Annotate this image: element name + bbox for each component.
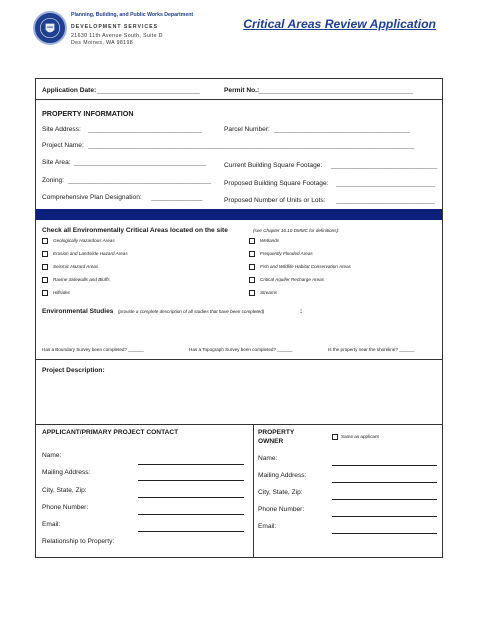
- permit-number-label: Permit No.:: [224, 87, 260, 94]
- services-name: DEVELOPMENT SERVICES: [71, 24, 159, 30]
- proposed-sqft-label: Proposed Building Square Footage:: [224, 180, 329, 187]
- applicant-email-label: Email:: [42, 521, 61, 528]
- checkbox-icon[interactable]: [249, 238, 255, 244]
- property-info-heading: PROPERTY INFORMATION: [42, 109, 134, 118]
- proposed-units-label: Proposed Number of Units or Lots:: [224, 197, 326, 204]
- applicant-mailing-field[interactable]: [138, 480, 244, 481]
- permit-number-field[interactable]: __________________________________________: [259, 87, 414, 94]
- owner-phone-label: Phone Number:: [258, 506, 305, 513]
- environmental-studies-heading: Environmental Studies: [42, 308, 114, 315]
- applicant-phone-label: Phone Number:: [42, 504, 89, 511]
- critical-area-option: Fish and Wildlife Habitat Conservation Areas: [260, 264, 351, 269]
- owner-heading: OWNER: [258, 438, 284, 445]
- divider: [36, 359, 442, 360]
- owner-heading: PROPERTY: [258, 429, 295, 436]
- checkbox-icon[interactable]: [42, 238, 48, 244]
- critical-area-option: Seismic Hazard Areas: [53, 264, 99, 269]
- owner-mailing-label: Mailing Address:: [258, 472, 307, 479]
- applicant-city-label: City, State, Zip:: [42, 487, 87, 494]
- boundary-survey-question[interactable]: Has a Boundary Survey been completed? ______: [42, 347, 144, 352]
- critical-area-option: Frequently Flooded Areas: [260, 251, 313, 256]
- zoning-label: Zoning:: [42, 177, 64, 184]
- critical-area-option: Streams: [260, 290, 278, 295]
- applicant-mailing-label: Mailing Address:: [42, 469, 91, 476]
- application-form: [35, 78, 443, 558]
- project-description-label: Project Description:: [42, 367, 105, 374]
- checkbox-icon[interactable]: [42, 264, 48, 270]
- critical-area-option: Critical Aquifer Recharge Areas: [260, 277, 324, 282]
- site-area-label: Site Area:: [42, 159, 71, 166]
- comp-plan-field[interactable]: ______________: [151, 194, 203, 201]
- checkbox-icon[interactable]: [249, 277, 255, 283]
- critical-area-option: Erosion and Landslide Hazard Areas: [53, 251, 128, 256]
- same-as-applicant-label: Same as applicant: [341, 434, 379, 439]
- owner-email-label: Email:: [258, 523, 277, 530]
- site-address-field[interactable]: _______________________________: [88, 126, 202, 133]
- parcel-number-field[interactable]: _____________________________________: [274, 126, 410, 133]
- applicant-phone-field[interactable]: [138, 514, 244, 515]
- owner-city-label: City, State, Zip:: [258, 489, 303, 496]
- critical-area-option: Ravine Sidewalls and Bluffs: [53, 277, 110, 282]
- checkbox-icon[interactable]: [249, 290, 255, 296]
- topograph-survey-question[interactable]: Has a Topograph Survey been completed? ______: [189, 347, 293, 352]
- critical-area-option: Geologically Hazardous Areas: [53, 238, 115, 243]
- site-address-label: Site Address:: [42, 126, 81, 133]
- address-line-2: Des Moines, WA 98198: [71, 40, 134, 46]
- critical-areas-heading: Check all Environmentally Critical Areas located on the site: [42, 227, 228, 234]
- owner-name-label: Name:: [258, 455, 278, 462]
- critical-area-option: Hillsides: [53, 290, 71, 295]
- proposed-units-field[interactable]: ___________________________: [336, 197, 436, 204]
- applicant-city-field[interactable]: [138, 497, 244, 498]
- application-date-label: Application Date:: [42, 87, 97, 94]
- address-line-1: 21630 11th Avenue South, Suite D: [71, 33, 163, 39]
- zoning-field[interactable]: _______________________________________: [68, 177, 212, 184]
- applicant-heading: APPLICANT/PRIMARY PROJECT CONTACT: [42, 429, 179, 436]
- checkbox-icon[interactable]: [249, 264, 255, 270]
- environmental-studies-colon: :: [300, 308, 303, 315]
- divider: [36, 424, 442, 425]
- proposed-sqft-field[interactable]: ___________________________: [336, 180, 436, 187]
- checkbox-icon[interactable]: [42, 251, 48, 257]
- column-divider: [253, 424, 254, 557]
- divider: [36, 99, 442, 100]
- project-name-label: Project Name:: [42, 142, 84, 149]
- critical-area-option: Wetlands: [260, 238, 280, 243]
- current-sqft-field[interactable]: _____________________________: [331, 162, 438, 169]
- owner-name-field[interactable]: [332, 465, 437, 466]
- application-date-field[interactable]: ____________________________: [97, 87, 200, 94]
- department-name: Planning, Building, and Public Works Department: [71, 12, 194, 18]
- project-name-field[interactable]: _________________________________________________________________________________________: [88, 142, 415, 149]
- critical-areas-note: (see Chapter 16.10 DMMC for definitions):: [253, 228, 340, 233]
- applicant-relationship-label: Relationship to Property:: [42, 538, 115, 545]
- section-bar: [36, 209, 442, 220]
- site-area-field[interactable]: ____________________________________: [74, 159, 207, 166]
- checkbox-icon[interactable]: [42, 290, 48, 296]
- current-sqft-label: Current Building Square Footage:: [224, 162, 323, 169]
- applicant-name-field[interactable]: [138, 464, 244, 465]
- environmental-studies-note: (provide a complete description of all studies that have been completed): [118, 309, 265, 314]
- owner-phone-field[interactable]: [332, 516, 437, 517]
- owner-city-field[interactable]: [332, 499, 437, 500]
- owner-email-field[interactable]: [332, 533, 437, 534]
- form-title: Critical Areas Review Application: [243, 17, 436, 31]
- comp-plan-label: Comprehensive Plan Designation:: [42, 194, 142, 201]
- applicant-name-label: Name:: [42, 452, 62, 459]
- parcel-number-label: Parcel Number:: [224, 126, 270, 133]
- shoreline-question[interactable]: Is the property near the shoreline? ______: [328, 347, 415, 352]
- checkbox-icon[interactable]: [42, 277, 48, 283]
- owner-mailing-field[interactable]: [332, 482, 437, 483]
- city-seal-logo: [33, 11, 67, 45]
- applicant-email-field[interactable]: [138, 531, 244, 532]
- checkbox-icon[interactable]: [249, 251, 255, 257]
- checkbox-icon[interactable]: [332, 434, 338, 440]
